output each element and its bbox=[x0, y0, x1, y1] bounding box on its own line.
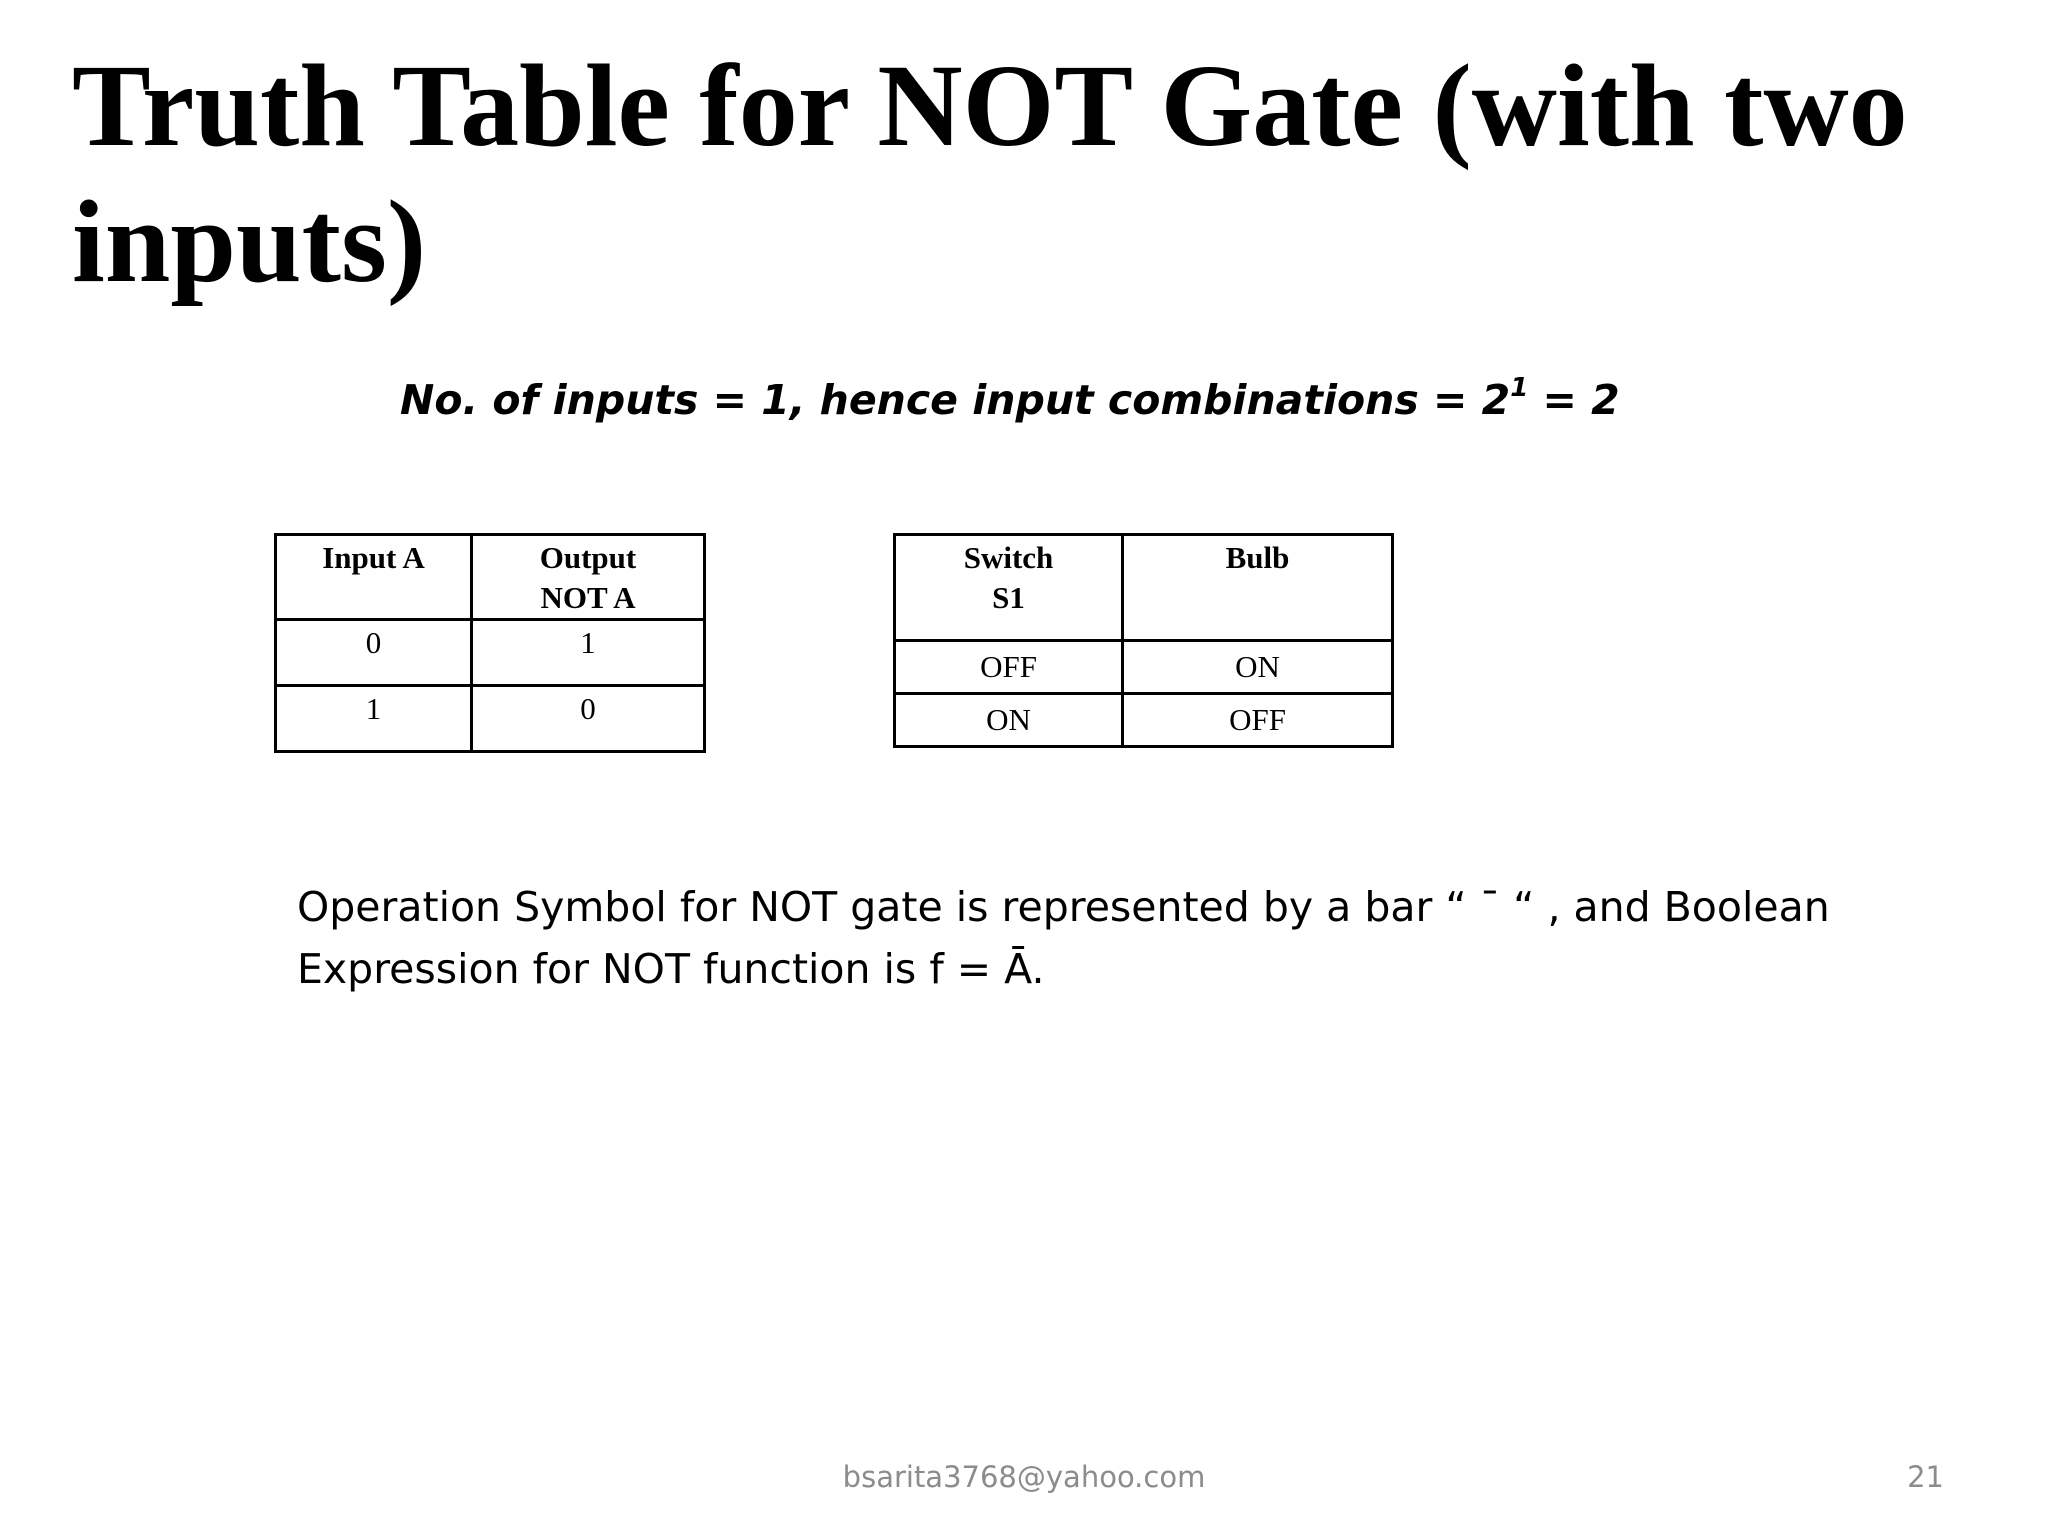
header-input-a-label: Input A bbox=[322, 540, 425, 575]
table-header-row bbox=[276, 535, 705, 620]
header-not-a-label: NOT A bbox=[540, 580, 636, 615]
table-row bbox=[895, 694, 1393, 747]
table-cell: ON bbox=[895, 694, 1123, 747]
input-combinations-note bbox=[400, 372, 1620, 428]
input-combinations-result: = 2 bbox=[1528, 376, 1620, 424]
table-row bbox=[276, 620, 705, 686]
table-row bbox=[895, 641, 1393, 694]
description-line-1: Operation Symbol for NOT gate is represented by a bar “ ¯ “ , and Boolean bbox=[297, 883, 1830, 931]
input-combinations-text: No. of inputs = 1, hence input combinations = 2 bbox=[400, 376, 1511, 424]
table-cell: ON bbox=[1123, 641, 1393, 694]
header-bulb-label: Bulb bbox=[1225, 540, 1290, 575]
table-header-row bbox=[895, 535, 1393, 641]
switch-bulb-table bbox=[893, 533, 1394, 748]
table-cell: 0 bbox=[472, 686, 705, 752]
description-line-2: Expression for NOT function is f = Ā. bbox=[297, 945, 1045, 993]
table-row bbox=[276, 686, 705, 752]
header-input-a bbox=[276, 535, 472, 620]
slide-title: Truth Table for NOT Gate (with two inputs) bbox=[72, 40, 1908, 307]
header-switch-label: Switch bbox=[963, 540, 1054, 575]
table-cell: 1 bbox=[276, 686, 472, 752]
header-output-not-a bbox=[472, 535, 705, 620]
table-cell: 0 bbox=[276, 620, 472, 686]
exponent: 1 bbox=[1510, 373, 1529, 403]
logic-truth-table bbox=[274, 533, 706, 753]
footer-email: bsarita3768@yahoo.com bbox=[842, 1460, 1206, 1494]
table-cell: OFF bbox=[895, 641, 1123, 694]
table-cell: 1 bbox=[472, 620, 705, 686]
header-bulb bbox=[1123, 535, 1393, 641]
header-s1-label: S1 bbox=[992, 580, 1025, 615]
table-cell: OFF bbox=[1123, 694, 1393, 747]
page-number: 21 bbox=[1907, 1460, 1944, 1494]
not-operation-description bbox=[297, 876, 1937, 1000]
header-output-label: Output bbox=[539, 540, 637, 575]
header-switch-s1 bbox=[895, 535, 1123, 641]
